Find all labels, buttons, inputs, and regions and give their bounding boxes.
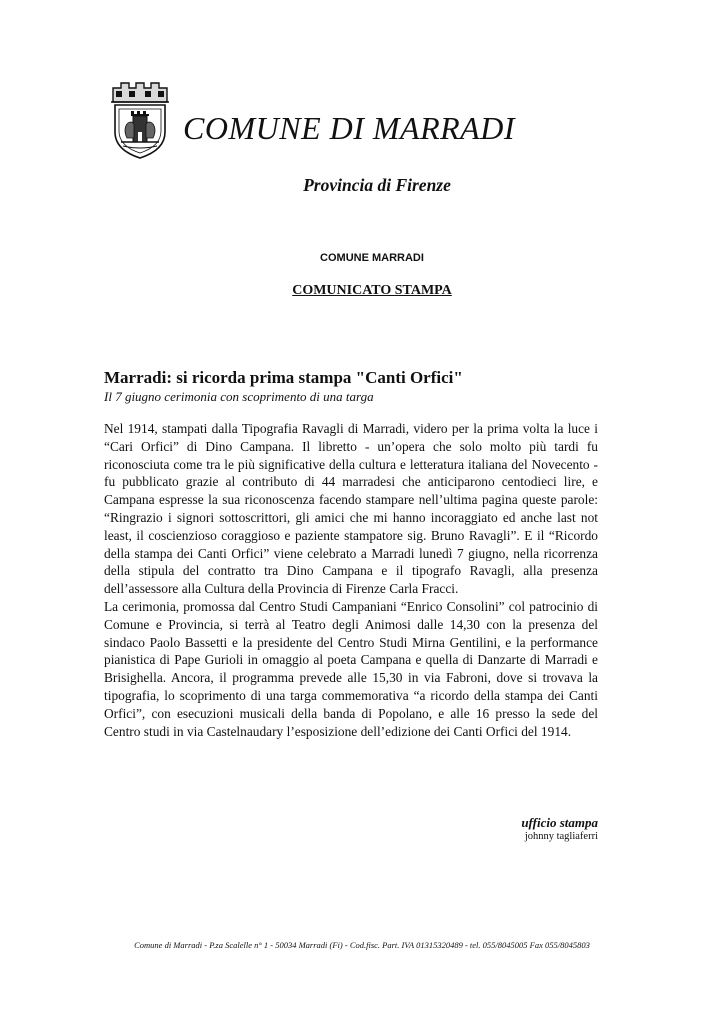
issuer-label: COMUNE MARRADI xyxy=(320,252,424,264)
article-subheadline: Il 7 giugno cerimonia con scoprimento di una targa xyxy=(104,389,374,404)
document-type-heading: COMUNICATO STAMPA xyxy=(292,283,452,298)
province-subtitle: Provincia di Firenze xyxy=(303,175,451,195)
body-paragraph: Nel 1914, stampati dalla Tipografia Ravagli di Marradi, videro per la prima volta la luce i “Cari Orfici” di Dino Campana. Il libretto - un’opera che solo molto più tardi fu riconosciuta come tra le più significative della cultura e letteratura italiana del Novecento - fu pubblicato grazie al contributo di 44 marradesi che anticiparono centodieci lire, e Campana espresse la sua riconoscenza facendo stampare nell’ultima pagina queste parole: “Ringrazio i signori sottoscrittori, gli amici che mi hanno incoraggiato ed anche last not least, il coscienzioso coraggioso e paziente stampatore sig. Bruno Ravagli”. E il “Ricordo della stampa dei Canti Orfici” viene celebrato a Marradi lunedì 7 giugno, nella ricorrenza della stipula del contratto tra Dino Campana e il tipografo Ravagli, alla presenza dell’assessore alla Cultura della Provincia di Firenze Carla Fracci. xyxy=(104,421,598,597)
article-headline: Marradi: si ricorda prima stampa "Canti Orfici" xyxy=(104,368,463,387)
body-paragraph: La cerimonia, promossa dal Centro Studi Campaniani “Enrico Consolini” col patrocinio di Comune e Provincia, si terrà al Teatro degli Animosi dalle 14,30 con la presenza del sindaco Paolo Bassetti e la presidente del Centro Studi Mirna Gentilini, e la performance pianistica di Pape Gurioli in omaggio al poeta Campana e quella di Danzarte di Marradi e Brisighella. Ancora, il programma prevede alle 15,30 in via Fabroni, dove si trovava la tipografia, lo scoprimento di una targa commemorativa “a ricordo della stampa dei Canti Orfici”, con esecuzioni musicali della banda di Popolano, e alle 16 presso la sede del Centro studi in via Castelnaudary l’esposizione dell’edizione dei Canti Orfici del 1914. xyxy=(104,598,598,739)
organization-name: COMUNE DI MARRADI xyxy=(183,110,515,146)
article-body xyxy=(104,420,598,740)
signature-office: ufficio stampa xyxy=(521,815,598,830)
footer-contact-info: Comune di Marradi - P.za Scalelle n° 1 - 50034 Marradi (Fi) - Cod.fisc. Part. IVA 01315320489 - tel. 055/8045005 Fax 055/8045803 xyxy=(134,940,590,950)
coat-of-arms-crest xyxy=(107,80,173,160)
signature-name: johnny tagliaferri xyxy=(524,831,598,842)
